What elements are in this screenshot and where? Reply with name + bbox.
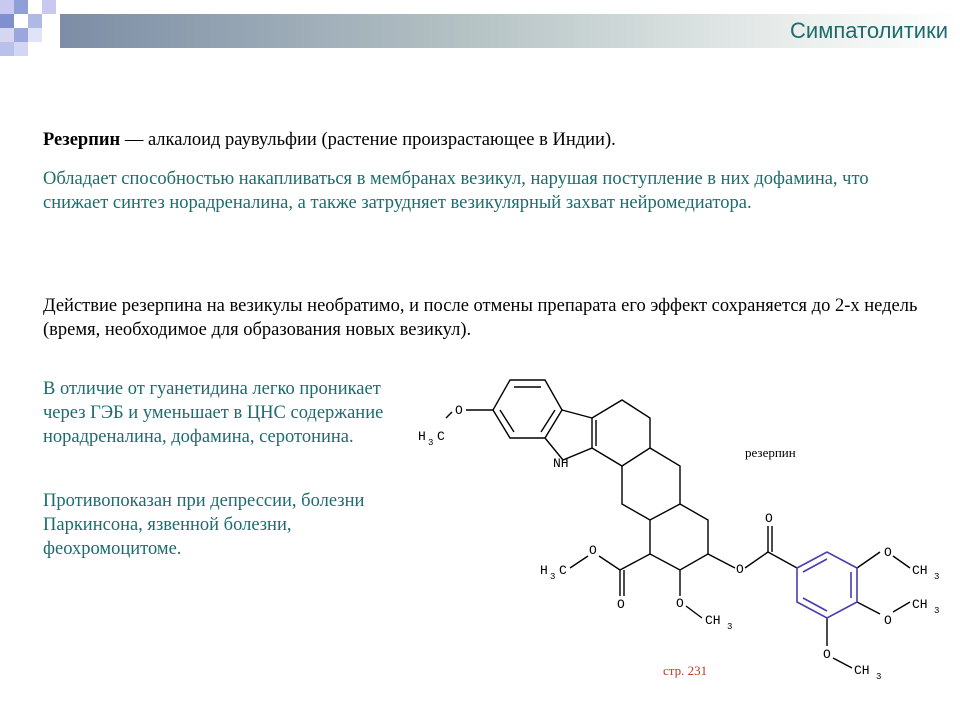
atom-o-carbonyl: O [617,597,625,612]
subscript-3b: 3 [550,572,556,582]
subscript-3f: 3 [876,672,882,682]
atom-o-methoxy2: O [676,596,684,611]
duration-paragraph: Действие резерпина на везикулы необратимо, и после отмены препарата его эффект сохраняется до 2-х недель (время, необходимое для образования новых везикул). [43,296,918,340]
subscript-3c: 3 [727,622,733,632]
atom-o-ester: O [589,543,597,558]
intro-paragraph [43,128,923,152]
group-ch3-a: CH [705,613,721,628]
atom-h2: H [540,563,548,578]
group-ch3-c: CH [912,597,928,612]
atom-o-ring3: O [823,647,831,662]
atom-o-methoxy1: O [455,403,463,418]
structure-name: резерпин [745,445,796,460]
atom-h: H [418,429,426,444]
atom-nh: NH [553,456,569,471]
group-ch3-b: CH [912,563,928,578]
subscript-3d: 3 [934,572,940,582]
atom-c: C [437,429,445,444]
group-ch3-d: CH [854,663,870,678]
mechanism-paragraph: Обладает способностью накапливаться в мембранах везикул, нарушая поступление в них дофамина, что снижает синтез норадреналина, а также затрудняет везикулярный захват нейромедиатора. [43,169,869,213]
contraindications-paragraph: Противопоказан при депрессии, болезни Паркинсона, язвенной болезни, феохромоцитоме. [43,491,365,559]
reserpine-structure [400,360,960,690]
atom-c2: C [559,563,567,578]
subscript-3: 3 [428,438,434,448]
page-reference: стр. 231 [663,663,708,678]
atom-o-ring2: O [884,613,892,628]
atom-o-link: O [736,562,744,577]
atom-o-ring1: O [884,545,892,560]
page-title: Симпатолитики [790,18,948,43]
intro-text: — алкалоид раувульфии (растение произрастающее в Индии). [120,130,616,150]
subscript-3e: 3 [934,606,940,616]
reserpine-term: Резерпин [43,130,121,150]
cns-paragraph: В отличие от гуанетидина легко проникает через ГЭБ и уменьшает в ЦНС содержание норадреналина, дофамина, серотонина. [43,379,384,447]
atom-o-benzoyl: O [765,511,773,526]
